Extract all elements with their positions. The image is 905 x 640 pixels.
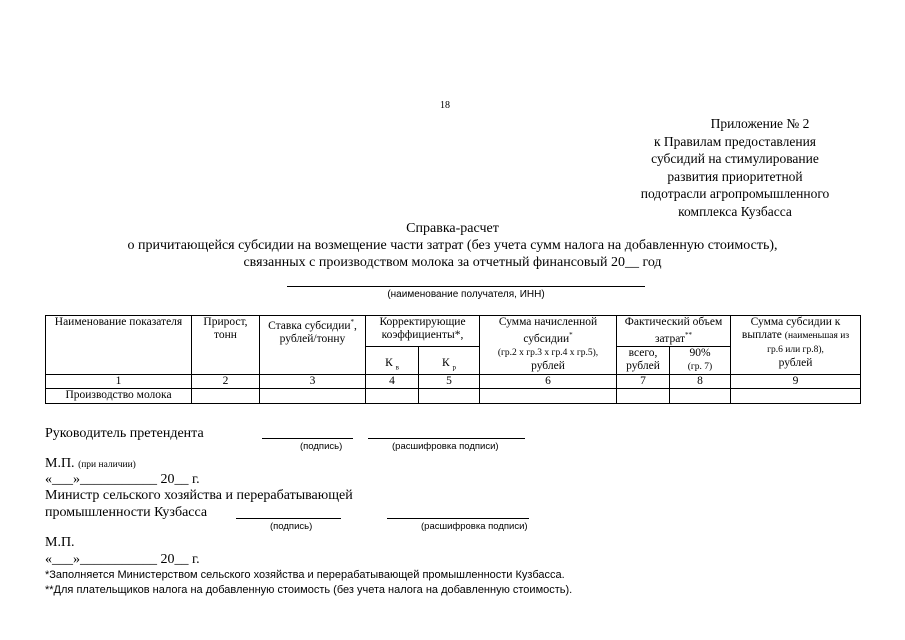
document-title: Справка-расчет — [406, 221, 499, 236]
header-actual-costs: Фактический объем затрат** — [617, 316, 731, 347]
table-cell — [419, 389, 480, 404]
col-number: 5 — [419, 375, 480, 389]
recipient-underline — [287, 286, 645, 287]
minister-label-2: промышленности Кузбасса — [45, 505, 208, 520]
date-line-1: «___»___________ 20__ г. — [45, 472, 200, 487]
appendix-line: субсидий на стимулирование — [651, 151, 819, 166]
header-coefficients: Корректирующие коэффициенты*, — [366, 316, 480, 347]
head-decode-caption: (расшифровка подписи) — [392, 441, 499, 452]
header-coef-kv: К $_в$ — [366, 347, 419, 375]
stamp-place-1: М.П. (при наличии) — [45, 456, 136, 471]
header-accrued-subsidy: Сумма начисленной субсидии* (гр.2 х гр.3 х гр.4 х гр.5), рублей — [480, 316, 617, 375]
col-number: 4 — [366, 375, 419, 389]
head-sign-line — [262, 438, 353, 439]
col-number: 7 — [617, 375, 670, 389]
table-cell — [731, 389, 861, 404]
recipient-caption: (наименование получателя, ИНН) — [387, 289, 545, 300]
col-number: 9 — [731, 375, 861, 389]
minister-label-1: Министр сельского хозяйства и перерабатывающей — [45, 488, 353, 503]
stamp-place-2: М.П. — [45, 535, 75, 550]
document-subtitle-2: связанных с производством молока за отчетный финансовый 20__ год — [243, 255, 662, 270]
appendix-line: развития приоритетной — [667, 168, 803, 184]
row-label-milk: Производство молока — [46, 389, 192, 404]
appendix-header — [600, 115, 870, 220]
minister-decode-caption: (расшифровка подписи) — [421, 521, 528, 532]
footnote-2: **Для плательщиков налога на добавленную стоимость (без учета налога на добавленную стоимость). — [45, 584, 573, 596]
table-cell — [617, 389, 670, 404]
table-cell — [260, 389, 366, 404]
header-costs-90: 90% (гр. 7) — [670, 347, 731, 375]
head-label: Руководитель претендента — [45, 426, 204, 441]
table-cell — [192, 389, 260, 404]
appendix-line: к Правилам предоставления — [653, 133, 817, 149]
col-number: 1 — [46, 375, 192, 389]
col-number: 3 — [260, 375, 366, 389]
head-decode-line — [368, 438, 525, 439]
page-number: 18 — [440, 100, 450, 111]
calculation-table — [45, 315, 861, 404]
header-subsidy-payable: Сумма субсидии к выплате (наименьшая из гр.6 или гр.8), рублей — [731, 316, 861, 375]
footnote-1: *Заполняется Министерством сельского хозяйства и перерабатывающей промышленности Кузбасса. — [45, 569, 565, 581]
col-number: 6 — [480, 375, 617, 389]
minister-sign-caption: (подпись) — [270, 521, 313, 532]
col-number: 8 — [670, 375, 731, 389]
minister-sign-line — [236, 518, 341, 519]
appendix-line: Приложение № 2 — [710, 116, 810, 131]
header-rate: Ставка субсидии*, рублей/тонну — [260, 316, 366, 375]
appendix-line: комплекса Кузбасса — [678, 203, 792, 219]
appendix-line: подотрасли агропромышленного — [640, 186, 830, 201]
header-growth: Прирост, тонн — [192, 316, 260, 375]
table-cell — [366, 389, 419, 404]
table-cell — [670, 389, 731, 404]
col-number: 2 — [192, 375, 260, 389]
table-row — [46, 389, 861, 404]
header-indicator-name: Наименование показателя — [46, 316, 192, 375]
minister-decode-line — [387, 518, 529, 519]
header-coef-kr: К $_р$ — [419, 347, 480, 375]
table-cell — [480, 389, 617, 404]
document-subtitle: о причитающейся субсидии на возмещение части затрат (без учета сумм налога на добавленную стоимость), — [127, 238, 778, 253]
head-sign-caption: (подпись) — [300, 441, 343, 452]
header-costs-total: всего, рублей — [617, 347, 670, 375]
date-line-2: «___»___________ 20__ г. — [45, 552, 200, 567]
